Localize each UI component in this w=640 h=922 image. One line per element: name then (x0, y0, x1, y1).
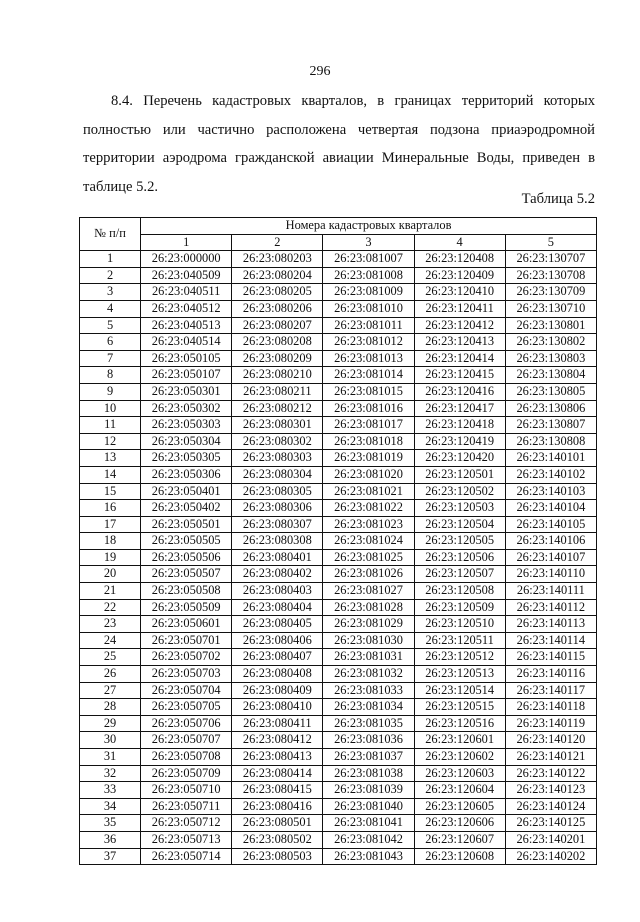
table-row (80, 749, 597, 766)
row-number-cell: 6 (80, 334, 141, 351)
cadastral-number-cell: 26:23:120511 (414, 632, 505, 649)
cadastral-number-cell: 26:23:081039 (323, 782, 414, 799)
cadastral-number-cell: 26:23:050702 (141, 649, 232, 666)
table-row (80, 466, 597, 483)
cadastral-number-cell: 26:23:140121 (505, 749, 596, 766)
row-number-cell: 20 (80, 566, 141, 583)
cadastral-number-cell: 26:23:120508 (414, 583, 505, 600)
cadastral-number-cell: 26:23:081025 (323, 549, 414, 566)
table-row (80, 666, 597, 683)
table-row (80, 516, 597, 533)
cadastral-number-cell: 26:23:050507 (141, 566, 232, 583)
cadastral-number-cell: 26:23:050506 (141, 549, 232, 566)
cadastral-number-cell: 26:23:081038 (323, 765, 414, 782)
cadastral-number-cell: 26:23:120602 (414, 749, 505, 766)
row-number-cell: 3 (80, 284, 141, 301)
table-row (80, 251, 597, 268)
table-row (80, 284, 597, 301)
cadastral-number-cell: 26:23:080410 (232, 699, 323, 716)
table-row (80, 848, 597, 865)
cadastral-number-cell: 26:23:080409 (232, 682, 323, 699)
cadastral-number-cell: 26:23:130803 (505, 350, 596, 367)
cadastral-number-cell: 26:23:120509 (414, 599, 505, 616)
cadastral-number-cell: 26:23:140114 (505, 632, 596, 649)
cadastral-number-cell: 26:23:081007 (323, 251, 414, 268)
cadastral-number-cell: 26:23:081017 (323, 417, 414, 434)
row-number-cell: 9 (80, 383, 141, 400)
table-row (80, 649, 597, 666)
cadastral-number-cell: 26:23:050601 (141, 616, 232, 633)
cadastral-number-cell: 26:23:081026 (323, 566, 414, 583)
header-col-4: 4 (414, 234, 505, 251)
cadastral-number-cell: 26:23:140125 (505, 815, 596, 832)
table-row (80, 549, 597, 566)
row-number-cell: 12 (80, 433, 141, 450)
cadastral-number-cell: 26:23:050305 (141, 450, 232, 467)
cadastral-number-cell: 26:23:050711 (141, 798, 232, 815)
cadastral-number-cell: 26:23:050508 (141, 583, 232, 600)
cadastral-number-cell: 26:23:140106 (505, 533, 596, 550)
row-number-cell: 32 (80, 765, 141, 782)
cadastral-number-cell: 26:23:130802 (505, 334, 596, 351)
cadastral-number-cell: 26:23:080206 (232, 300, 323, 317)
table-row (80, 632, 597, 649)
row-number-cell: 27 (80, 682, 141, 699)
cadastral-number-cell: 26:23:140101 (505, 450, 596, 467)
cadastral-number-cell: 26:23:050303 (141, 417, 232, 434)
table-row (80, 566, 597, 583)
row-number-cell: 28 (80, 699, 141, 716)
cadastral-number-cell: 26:23:140112 (505, 599, 596, 616)
cadastral-number-cell: 26:23:120415 (414, 367, 505, 384)
cadastral-number-cell: 26:23:080308 (232, 533, 323, 550)
cadastral-number-cell: 26:23:080304 (232, 466, 323, 483)
header-col-1: 1 (141, 234, 232, 251)
cadastral-number-cell: 26:23:080204 (232, 267, 323, 284)
table-row (80, 616, 597, 633)
cadastral-number-cell: 26:23:081018 (323, 433, 414, 450)
table-row (80, 400, 597, 417)
cadastral-number-cell: 26:23:081042 (323, 831, 414, 848)
cadastral-number-cell: 26:23:080413 (232, 749, 323, 766)
cadastral-number-cell: 26:23:120606 (414, 815, 505, 832)
row-number-cell: 25 (80, 649, 141, 666)
cadastral-number-cell: 26:23:050708 (141, 749, 232, 766)
cadastral-number-cell: 26:23:140107 (505, 549, 596, 566)
table-row (80, 715, 597, 732)
table-row (80, 782, 597, 799)
table-row (80, 367, 597, 384)
cadastral-number-cell: 26:23:081032 (323, 666, 414, 683)
cadastral-number-cell: 26:23:050302 (141, 400, 232, 417)
cadastral-number-cell: 26:23:080502 (232, 831, 323, 848)
cadastral-number-cell: 26:23:050401 (141, 483, 232, 500)
row-number-cell: 21 (80, 583, 141, 600)
cadastral-number-cell: 26:23:080412 (232, 732, 323, 749)
cadastral-number-cell: 26:23:120512 (414, 649, 505, 666)
cadastral-number-cell: 26:23:050505 (141, 533, 232, 550)
table-row (80, 699, 597, 716)
row-number-cell: 16 (80, 500, 141, 517)
cadastral-number-cell: 26:23:081024 (323, 533, 414, 550)
cadastral-number-cell: 26:23:080207 (232, 317, 323, 334)
cadastral-number-cell: 26:23:050706 (141, 715, 232, 732)
row-number-cell: 5 (80, 317, 141, 334)
cadastral-number-cell: 26:23:081030 (323, 632, 414, 649)
cadastral-number-cell: 26:23:140122 (505, 765, 596, 782)
cadastral-number-cell: 26:23:081015 (323, 383, 414, 400)
cadastral-number-cell: 26:23:080405 (232, 616, 323, 633)
cadastral-number-cell: 26:23:080401 (232, 549, 323, 566)
cadastral-number-cell: 26:23:050712 (141, 815, 232, 832)
row-number-cell: 11 (80, 417, 141, 434)
table-row (80, 831, 597, 848)
cadastral-number-cell: 26:23:140115 (505, 649, 596, 666)
cadastral-number-cell: 26:23:080411 (232, 715, 323, 732)
cadastral-number-cell: 26:23:120506 (414, 549, 505, 566)
intro-paragraph (83, 87, 595, 201)
cadastral-number-cell: 26:23:120601 (414, 732, 505, 749)
cadastral-number-cell: 26:23:050402 (141, 500, 232, 517)
cadastral-number-cell: 26:23:120420 (414, 450, 505, 467)
cadastral-number-cell: 26:23:130808 (505, 433, 596, 450)
row-number-cell: 23 (80, 616, 141, 633)
cadastral-number-cell: 26:23:120505 (414, 533, 505, 550)
cadastral-number-cell: 26:23:050105 (141, 350, 232, 367)
paragraph-number: 8.4. (111, 93, 133, 109)
table-row (80, 765, 597, 782)
cadastral-number-cell: 26:23:050714 (141, 848, 232, 865)
cadastral-number-cell: 26:23:120410 (414, 284, 505, 301)
cadastral-number-cell: 26:23:081009 (323, 284, 414, 301)
header-col-2: 2 (232, 234, 323, 251)
row-number-cell: 15 (80, 483, 141, 500)
cadastral-number-cell: 26:23:080307 (232, 516, 323, 533)
row-number-cell: 10 (80, 400, 141, 417)
row-number-cell: 33 (80, 782, 141, 799)
cadastral-number-cell: 26:23:130708 (505, 267, 596, 284)
table-row (80, 682, 597, 699)
cadastral-number-cell: 26:23:120408 (414, 251, 505, 268)
cadastral-number-cell: 26:23:081023 (323, 516, 414, 533)
cadastral-number-cell: 26:23:050304 (141, 433, 232, 450)
cadastral-number-cell: 26:23:120414 (414, 350, 505, 367)
cadastral-number-cell: 26:23:080208 (232, 334, 323, 351)
table-row (80, 300, 597, 317)
cadastral-number-cell: 26:23:080203 (232, 251, 323, 268)
cadastral-number-cell: 26:23:120516 (414, 715, 505, 732)
cadastral-number-cell: 26:23:140118 (505, 699, 596, 716)
cadastral-number-cell: 26:23:080305 (232, 483, 323, 500)
cadastral-number-cell: 26:23:080302 (232, 433, 323, 450)
cadastral-number-cell: 26:23:081021 (323, 483, 414, 500)
cadastral-number-cell: 26:23:120409 (414, 267, 505, 284)
cadastral-number-cell: 26:23:130709 (505, 284, 596, 301)
cadastral-number-cell: 26:23:120413 (414, 334, 505, 351)
table-row (80, 317, 597, 334)
cadastral-number-cell: 26:23:081043 (323, 848, 414, 865)
cadastral-number-cell: 26:23:130710 (505, 300, 596, 317)
row-number-cell: 18 (80, 533, 141, 550)
cadastral-number-cell: 26:23:050501 (141, 516, 232, 533)
cadastral-number-cell: 26:23:081040 (323, 798, 414, 815)
row-number-cell: 14 (80, 466, 141, 483)
cadastral-number-cell: 26:23:081037 (323, 749, 414, 766)
table-row (80, 483, 597, 500)
cadastral-number-cell: 26:23:081013 (323, 350, 414, 367)
cadastral-number-cell: 26:23:081010 (323, 300, 414, 317)
cadastral-number-cell: 26:23:140103 (505, 483, 596, 500)
header-col-5: 5 (505, 234, 596, 251)
cadastral-number-cell: 26:23:080403 (232, 583, 323, 600)
cadastral-number-cell: 26:23:120607 (414, 831, 505, 848)
cadastral-number-cell: 26:23:081035 (323, 715, 414, 732)
table-row (80, 815, 597, 832)
cadastral-number-cell: 26:23:120514 (414, 682, 505, 699)
cadastral-number-cell: 26:23:080209 (232, 350, 323, 367)
cadastral-number-cell: 26:23:140116 (505, 666, 596, 683)
table-row (80, 533, 597, 550)
cadastral-number-cell: 26:23:040514 (141, 334, 232, 351)
row-number-cell: 8 (80, 367, 141, 384)
cadastral-number-cell: 26:23:140110 (505, 566, 596, 583)
row-number-cell: 1 (80, 251, 141, 268)
cadastral-number-cell: 26:23:120504 (414, 516, 505, 533)
cadastral-number-cell: 26:23:040509 (141, 267, 232, 284)
cadastral-number-cell: 26:23:120418 (414, 417, 505, 434)
cadastral-number-cell: 26:23:140120 (505, 732, 596, 749)
cadastral-number-cell: 26:23:081008 (323, 267, 414, 284)
cadastral-number-cell: 26:23:081019 (323, 450, 414, 467)
cadastral-number-cell: 26:23:120604 (414, 782, 505, 799)
cadastral-number-cell: 26:23:140201 (505, 831, 596, 848)
cadastral-number-cell: 26:23:140123 (505, 782, 596, 799)
cadastral-number-cell: 26:23:130807 (505, 417, 596, 434)
cadastral-number-cell: 26:23:050707 (141, 732, 232, 749)
table-row (80, 583, 597, 600)
cadastral-number-cell: 26:23:140104 (505, 500, 596, 517)
cadastral-number-cell: 26:23:080407 (232, 649, 323, 666)
table-row (80, 798, 597, 815)
cadastral-number-cell: 26:23:081031 (323, 649, 414, 666)
cadastral-number-cell: 26:23:120417 (414, 400, 505, 417)
row-number-cell: 34 (80, 798, 141, 815)
cadastral-number-cell: 26:23:080303 (232, 450, 323, 467)
table-row (80, 350, 597, 367)
cadastral-number-cell: 26:23:080414 (232, 765, 323, 782)
cadastral-number-cell: 26:23:040511 (141, 284, 232, 301)
cadastral-number-cell: 26:23:080211 (232, 383, 323, 400)
cadastral-number-cell: 26:23:081034 (323, 699, 414, 716)
cadastral-number-cell: 26:23:080205 (232, 284, 323, 301)
cadastral-number-cell: 26:23:050709 (141, 765, 232, 782)
cadastral-number-cell: 26:23:050704 (141, 682, 232, 699)
table-row (80, 334, 597, 351)
cadastral-number-cell: 26:23:120502 (414, 483, 505, 500)
cadastral-number-cell: 26:23:120513 (414, 666, 505, 683)
cadastral-number-cell: 26:23:081033 (323, 682, 414, 699)
row-number-cell: 19 (80, 549, 141, 566)
table-caption: Таблица 5.2 (521, 191, 595, 207)
cadastral-number-cell: 26:23:000000 (141, 251, 232, 268)
cadastral-number-cell: 26:23:120605 (414, 798, 505, 815)
cadastral-number-cell: 26:23:130806 (505, 400, 596, 417)
cadastral-number-cell: 26:23:140113 (505, 616, 596, 633)
row-number-cell: 7 (80, 350, 141, 367)
cadastral-number-cell: 26:23:120501 (414, 466, 505, 483)
row-number-cell: 24 (80, 632, 141, 649)
cadastral-number-cell: 26:23:120515 (414, 699, 505, 716)
cadastral-number-cell: 26:23:130801 (505, 317, 596, 334)
cadastral-number-cell: 26:23:080415 (232, 782, 323, 799)
cadastral-number-cell: 26:23:080416 (232, 798, 323, 815)
row-number-cell: 26 (80, 666, 141, 683)
row-number-cell: 4 (80, 300, 141, 317)
cadastral-number-cell: 26:23:130805 (505, 383, 596, 400)
row-number-cell: 37 (80, 848, 141, 865)
table-body (80, 251, 597, 865)
table-row (80, 417, 597, 434)
cadastral-number-cell: 26:23:080406 (232, 632, 323, 649)
cadastral-number-cell: 26:23:050703 (141, 666, 232, 683)
cadastral-number-cell: 26:23:080404 (232, 599, 323, 616)
cadastral-number-cell: 26:23:080501 (232, 815, 323, 832)
cadastral-number-cell: 26:23:081036 (323, 732, 414, 749)
header-quarter-numbers: Номера кадастровых кварталов (141, 218, 597, 235)
page-number: 296 (309, 64, 331, 79)
paragraph-text: Перечень кадастровых кварталов, в границах территорий которых полностью или частично расположена четвертая подзона приаэродромной территории аэродрома гражданской авиации Минеральные Воды, приведен в таблице 5.2. (83, 93, 595, 195)
cadastral-number-cell: 26:23:140111 (505, 583, 596, 600)
row-number-cell: 36 (80, 831, 141, 848)
row-number-cell: 17 (80, 516, 141, 533)
cadastral-number-cell: 26:23:130707 (505, 251, 596, 268)
table-row (80, 599, 597, 616)
cadastral-number-cell: 26:23:050509 (141, 599, 232, 616)
cadastral-number-cell: 26:23:050710 (141, 782, 232, 799)
cadastral-number-cell: 26:23:050713 (141, 831, 232, 848)
cadastral-number-cell: 26:23:081012 (323, 334, 414, 351)
cadastral-number-cell: 26:23:140105 (505, 516, 596, 533)
header-row-number: № п/п (80, 218, 141, 251)
cadastral-number-cell: 26:23:081022 (323, 500, 414, 517)
table-row (80, 732, 597, 749)
cadastral-number-cell: 26:23:120608 (414, 848, 505, 865)
cadastral-number-cell: 26:23:081014 (323, 367, 414, 384)
row-number-cell: 30 (80, 732, 141, 749)
cadastral-number-cell: 26:23:050306 (141, 466, 232, 483)
cadastral-number-cell: 26:23:080210 (232, 367, 323, 384)
cadastral-number-cell: 26:23:050107 (141, 367, 232, 384)
cadastral-number-cell: 26:23:140124 (505, 798, 596, 815)
cadastral-number-cell: 26:23:040512 (141, 300, 232, 317)
cadastral-number-cell: 26:23:080306 (232, 500, 323, 517)
cadastral-number-cell: 26:23:140119 (505, 715, 596, 732)
table-row (80, 433, 597, 450)
row-number-cell: 35 (80, 815, 141, 832)
cadastral-table (79, 217, 597, 865)
cadastral-number-cell: 26:23:081029 (323, 616, 414, 633)
cadastral-number-cell: 26:23:050301 (141, 383, 232, 400)
cadastral-number-cell: 26:23:120419 (414, 433, 505, 450)
header-col-3: 3 (323, 234, 414, 251)
row-number-cell: 29 (80, 715, 141, 732)
cadastral-number-cell: 26:23:081041 (323, 815, 414, 832)
table-row (80, 450, 597, 467)
cadastral-number-cell: 26:23:050705 (141, 699, 232, 716)
row-number-cell: 22 (80, 599, 141, 616)
cadastral-number-cell: 26:23:081027 (323, 583, 414, 600)
cadastral-number-cell: 26:23:120411 (414, 300, 505, 317)
cadastral-number-cell: 26:23:080402 (232, 566, 323, 583)
cadastral-number-cell: 26:23:130804 (505, 367, 596, 384)
row-number-cell: 2 (80, 267, 141, 284)
row-number-cell: 31 (80, 749, 141, 766)
table-row (80, 500, 597, 517)
cadastral-number-cell: 26:23:081028 (323, 599, 414, 616)
cadastral-number-cell: 26:23:081020 (323, 466, 414, 483)
cadastral-number-cell: 26:23:081011 (323, 317, 414, 334)
cadastral-number-cell: 26:23:120412 (414, 317, 505, 334)
table-row (80, 267, 597, 284)
cadastral-number-cell: 26:23:120416 (414, 383, 505, 400)
row-number-cell: 13 (80, 450, 141, 467)
cadastral-number-cell: 26:23:081016 (323, 400, 414, 417)
cadastral-number-cell: 26:23:080408 (232, 666, 323, 683)
cadastral-number-cell: 26:23:080301 (232, 417, 323, 434)
cadastral-number-cell: 26:23:120503 (414, 500, 505, 517)
cadastral-number-cell: 26:23:140202 (505, 848, 596, 865)
cadastral-number-cell: 26:23:040513 (141, 317, 232, 334)
cadastral-number-cell: 26:23:140117 (505, 682, 596, 699)
cadastral-number-cell: 26:23:050701 (141, 632, 232, 649)
cadastral-number-cell: 26:23:120507 (414, 566, 505, 583)
cadastral-number-cell: 26:23:080503 (232, 848, 323, 865)
table-row (80, 383, 597, 400)
cadastral-number-cell: 26:23:140102 (505, 466, 596, 483)
cadastral-number-cell: 26:23:120603 (414, 765, 505, 782)
cadastral-number-cell: 26:23:080212 (232, 400, 323, 417)
cadastral-number-cell: 26:23:120510 (414, 616, 505, 633)
